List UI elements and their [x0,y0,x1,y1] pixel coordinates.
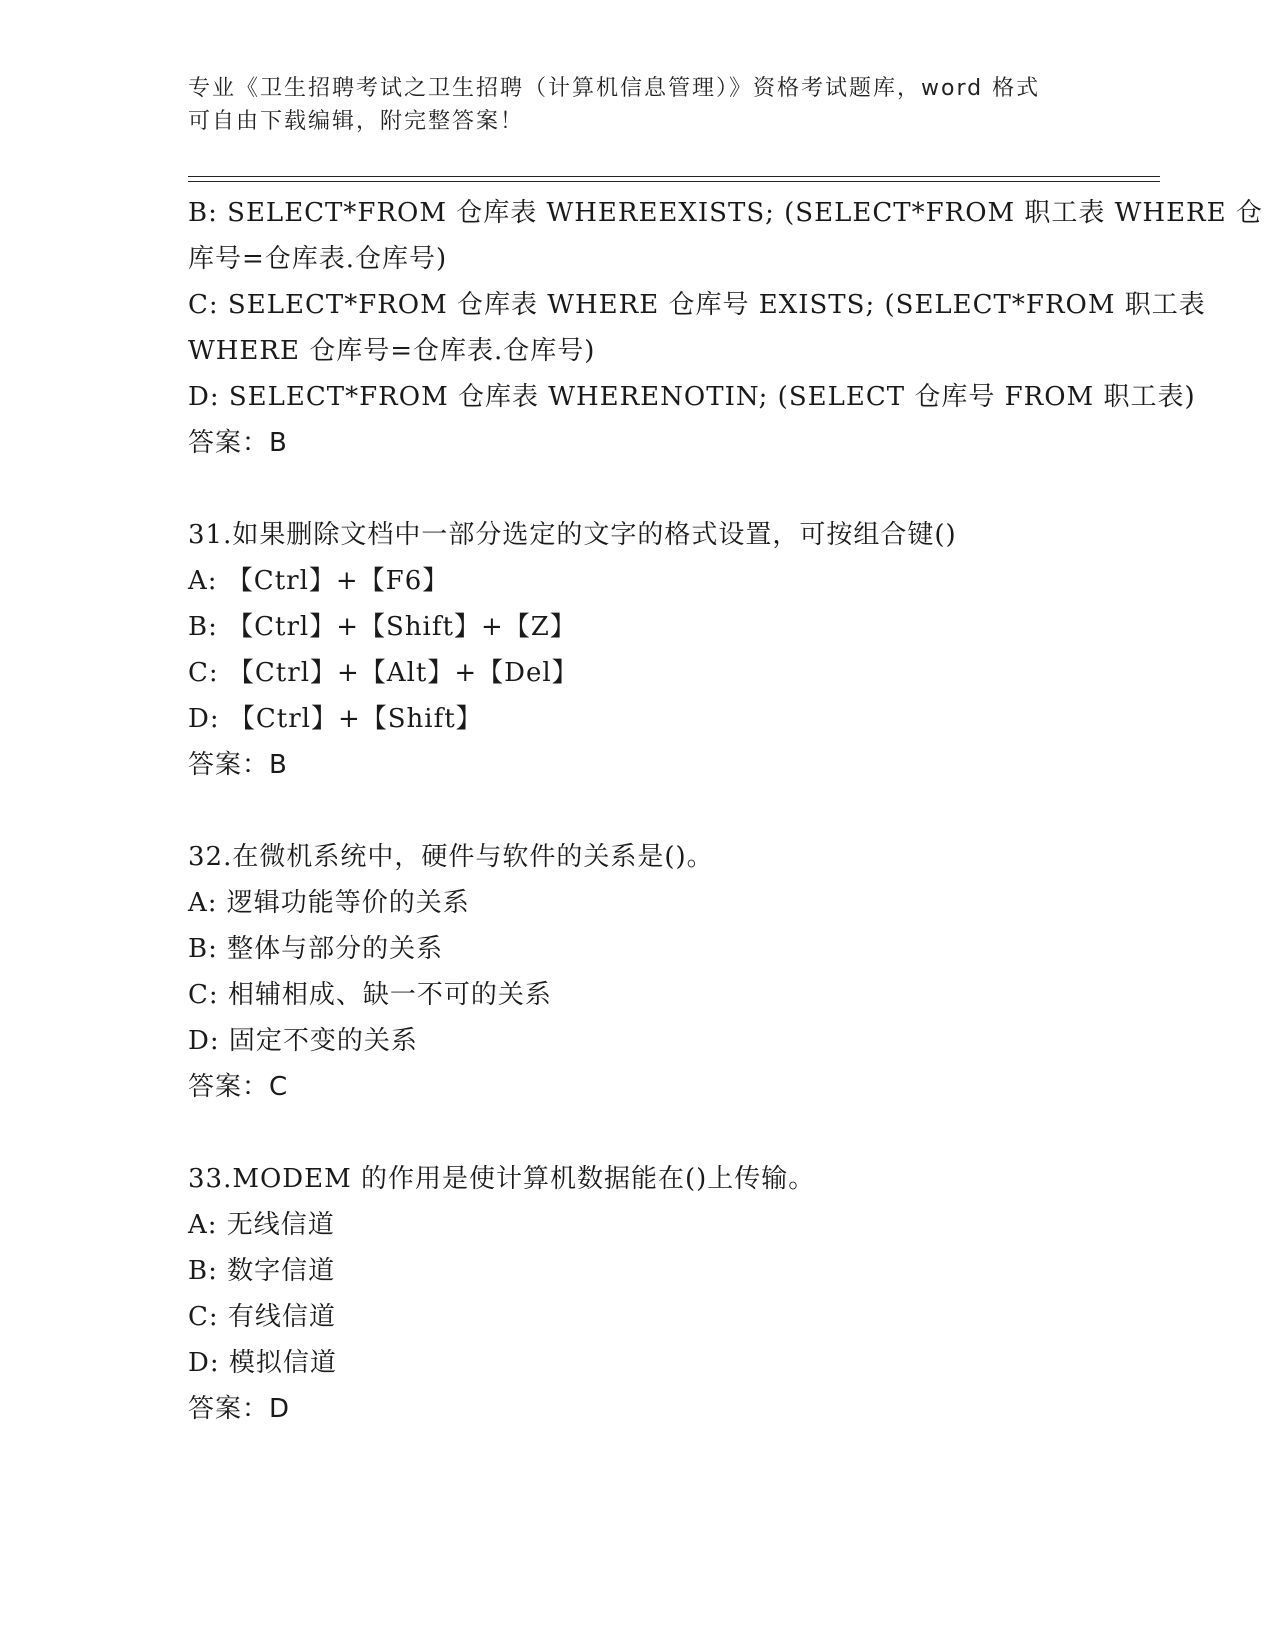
header-line-1: 专业《卫生招聘考试之卫生招聘（计算机信息管理）》资格考试题库，word 格式 [188,76,1041,101]
answer-line: 答案：D [188,1394,291,1424]
answer-line: 答案：B [188,750,288,780]
question-32 [188,834,1088,1110]
option-a: A: 逻辑功能等价的关系 [188,888,470,918]
option-c-line-2: WHERE 仓库号=仓库表.仓库号) [188,336,596,366]
option-d: D: 【Ctrl】+【Shift】 [188,704,483,734]
header-divider-bottom [188,181,1160,182]
option-a: A: 无线信道 [188,1210,335,1240]
header-divider-top [188,176,1160,177]
question-33 [188,1156,1088,1432]
option-a: A: 【Ctrl】+【F6】 [188,566,450,596]
option-c: C: 有线信道 [188,1302,336,1332]
question-stem: 33.MODEM 的作用是使计算机数据能在()上传输。 [188,1164,816,1194]
answer-line: 答案：C [188,1072,289,1102]
option-b: B: 【Ctrl】+【Shift】+【Z】 [188,612,577,642]
spacer [188,788,1088,834]
question-31 [188,512,1088,788]
question-stem: 31.如果删除文档中一部分选定的文字的格式设置，可按组合键() [188,520,957,550]
question-stem: 32.在微机系统中，硬件与软件的关系是()。 [188,842,714,872]
header-line-2: 可自由下载编辑，附完整答案！ [188,109,525,134]
spacer [188,466,1088,512]
option-b: B: 数字信道 [188,1256,336,1286]
question-30-continuation [188,190,1263,466]
option-b-line-2: 库号=仓库表.仓库号) [188,244,448,274]
question-list [188,190,1263,1432]
option-c: C: 相辅相成、缺一不可的关系 [188,980,552,1010]
option-d: D: 模拟信道 [188,1348,337,1378]
option-c: C: 【Ctrl】+【Alt】+【Del】 [188,658,579,688]
option-c-line-1: C: SELECT*FROM 仓库表 WHERE 仓库号 EXISTS; (SELECT*FROM 职工表 [188,290,1206,320]
spacer [188,1110,1088,1156]
option-d-line-1: D: SELECT*FROM 仓库表 WHERENOTIN; (SELECT 仓库号 FROM 职工表) [188,382,1196,412]
answer-line: 答案：B [188,428,288,458]
option-b-line-1: B: SELECT*FROM 仓库表 WHEREEXISTS; (SELECT*FROM 职工表 WHERE 仓 [188,198,1263,228]
document-header [188,72,1068,138]
option-d: D: 固定不变的关系 [188,1026,418,1056]
option-b: B: 整体与部分的关系 [188,934,444,964]
